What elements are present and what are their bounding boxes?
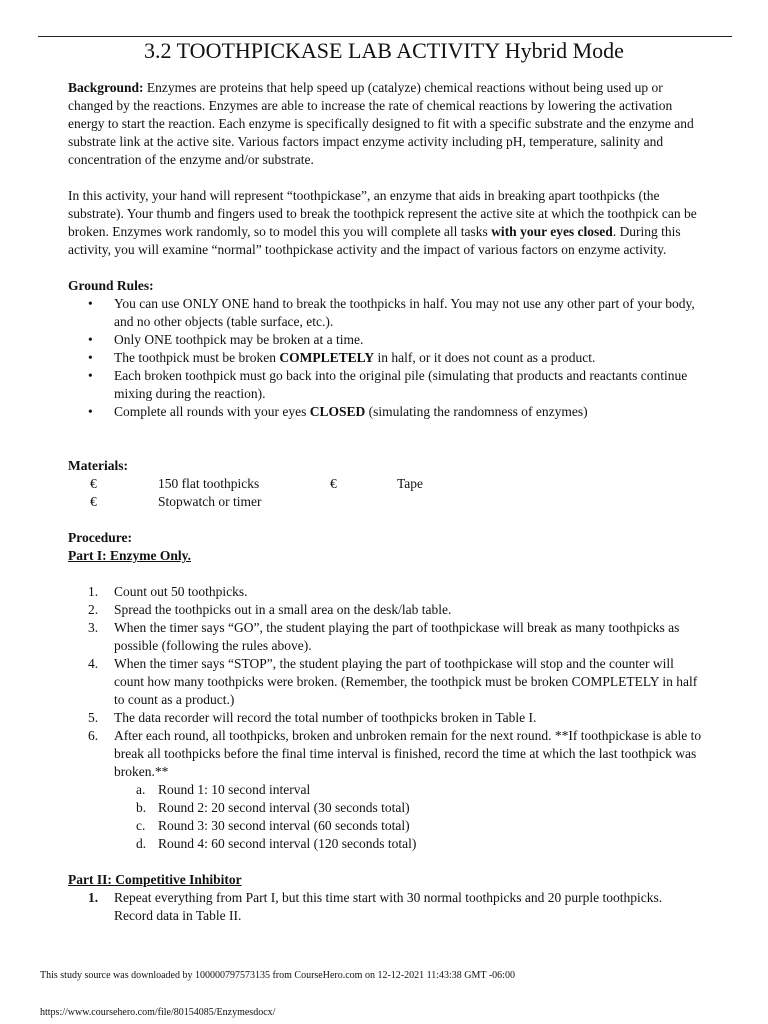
document-body	[68, 79, 702, 925]
activity-text-2: . During this activity, you will examine “normal” toothpickase activity and the impact of various factors on enzyme activity.	[68, 224, 681, 257]
rule-text: Only ONE toothpick may be broken at a time.	[114, 332, 364, 347]
background-text: Enzymes are proteins that help speed up (catalyze) chemical reactions without being used up or changed by the reactions. Enzymes are able to increase the rate of chemical reactions by lowering the activation energy to start the reaction. Each enzyme is specifically designed to fit with a specific substrate and the enzyme and substrate link at the active site. Various factors impact enzyme activity including pH, temperature, salinity and concentration of the enzyme and/or substrate.	[68, 80, 694, 167]
list-item	[68, 835, 702, 853]
step-text: Repeat everything from Part I, but this time start with 30 normal toothpicks and 20 purple toothpicks. Record data in Table II.	[114, 890, 663, 923]
round-text: Round 1: 10 second interval	[158, 782, 311, 797]
background-label: Background:	[68, 80, 144, 95]
rule-text: The toothpick must be broken	[114, 350, 280, 365]
round-text: Round 2: 20 second interval (30 seconds total)	[158, 800, 410, 815]
step-text: After each round, all toothpicks, broken and unbroken remain for the next round. **If toothpickase is able to break all toothpicks before the final time interval is finished, record the time at which the last toothpick was broken.**	[114, 728, 702, 779]
procedure-label: Procedure:	[68, 530, 132, 545]
step-text: When the timer says “GO”, the student playing the part of toothpickase will break as many toothpicks as possible (following the rules above).	[114, 620, 680, 653]
round-text: Round 4: 60 second interval (120 seconds total)	[158, 836, 417, 851]
activity-text-1: In this activity, your hand will represent “toothpickase”, an enzyme that aids in breaking apart toothpicks (the substrate). Your thumb and fingers used to break the toothpick represent the active site at which the toothpick can be broken. Enzymes work randomly, so to model this you will complete all tasks	[68, 188, 697, 239]
step-number: 5.	[88, 710, 99, 725]
list-item	[68, 799, 702, 817]
activity-bold: with your eyes closed	[491, 224, 613, 239]
euro-symbol: €	[90, 494, 97, 509]
source-url[interactable]: https://www.coursehero.com/file/80154085/Enzymesdocx/	[40, 1007, 276, 1018]
list-item	[68, 889, 702, 925]
euro-symbol: €	[90, 476, 97, 491]
procedure-steps	[68, 583, 702, 853]
rule-text: Each broken toothpick must go back into the original pile (simulating that products and reactants continue mixing during the reaction).	[114, 368, 688, 401]
list-item	[68, 817, 702, 835]
step-text: Spread the toothpicks out in a small area on the desk/lab table.	[114, 602, 452, 617]
round-text: Round 3: 30 second interval (60 seconds total)	[158, 818, 410, 833]
list-item	[68, 781, 702, 799]
material-item: Tape	[397, 476, 424, 491]
download-notice: This study source was downloaded by 100000797573135 from CourseHero.com on 12-12-2021 11:43:38 GMT -06:00	[40, 970, 515, 981]
rule-bold: CLOSED	[309, 404, 366, 419]
part2-title: Part II: Competitive Inhibitor	[68, 872, 242, 887]
round-letter: d.	[136, 836, 147, 851]
list-item	[68, 349, 702, 367]
round-letter: b.	[136, 800, 147, 815]
rule-text: You can use ONLY ONE hand to break the toothpicks in half. You may not use any other part of your body, and no other objects (table surface, etc.).	[114, 296, 695, 329]
step-text: Count out 50 toothpicks.	[114, 584, 248, 599]
list-item	[68, 619, 702, 655]
step-number: 2.	[88, 602, 99, 617]
rounds-list	[114, 781, 702, 853]
euro-symbol: €	[330, 476, 337, 491]
materials-row	[68, 475, 702, 493]
part2-steps	[68, 889, 702, 925]
step-number: 6.	[88, 728, 99, 743]
step-text: When the timer says “STOP”, the student playing the part of toothpickase will stop and the counter will count how many toothpicks were broken. (Remember, the toothpick must be broken COMPLETELY in half to count as a product.)	[114, 656, 698, 707]
materials-row	[68, 493, 702, 511]
part1-title: Part I: Enzyme Only.	[68, 548, 191, 563]
rule-text: in half, or it does not count as a product.	[374, 350, 596, 365]
list-item	[68, 295, 702, 331]
materials-label: Materials:	[68, 458, 128, 473]
rule-text: (simulating the randomness of enzymes)	[365, 404, 588, 419]
list-item	[68, 655, 702, 709]
list-item	[68, 331, 702, 349]
material-item: 150 flat toothpicks	[158, 476, 260, 491]
background-paragraph	[68, 79, 702, 169]
material-item: Stopwatch or timer	[158, 494, 262, 509]
list-item	[68, 709, 702, 727]
ground-rules-label: Ground Rules:	[68, 278, 154, 293]
step-number: 1.	[88, 890, 99, 905]
top-rule	[38, 36, 732, 37]
list-item	[68, 583, 702, 601]
list-item	[68, 367, 702, 403]
rule-bold: COMPLETELY	[279, 350, 375, 365]
step-text: The data recorder will record the total number of toothpicks broken in Table I.	[114, 710, 537, 725]
activity-paragraph	[68, 187, 702, 259]
step-number: 1.	[88, 584, 99, 599]
rule-text: Complete all rounds with your eyes	[114, 404, 310, 419]
document-title: 3.2 TOOTHPICKASE LAB ACTIVITY Hybrid Mode	[144, 38, 624, 63]
round-letter: a.	[136, 782, 146, 797]
round-letter: c.	[136, 818, 146, 833]
ground-rules-list	[68, 295, 702, 421]
list-item	[68, 601, 702, 619]
list-item	[68, 403, 702, 421]
step-number: 4.	[88, 656, 99, 671]
step-number: 3.	[88, 620, 99, 635]
list-item	[68, 727, 702, 853]
